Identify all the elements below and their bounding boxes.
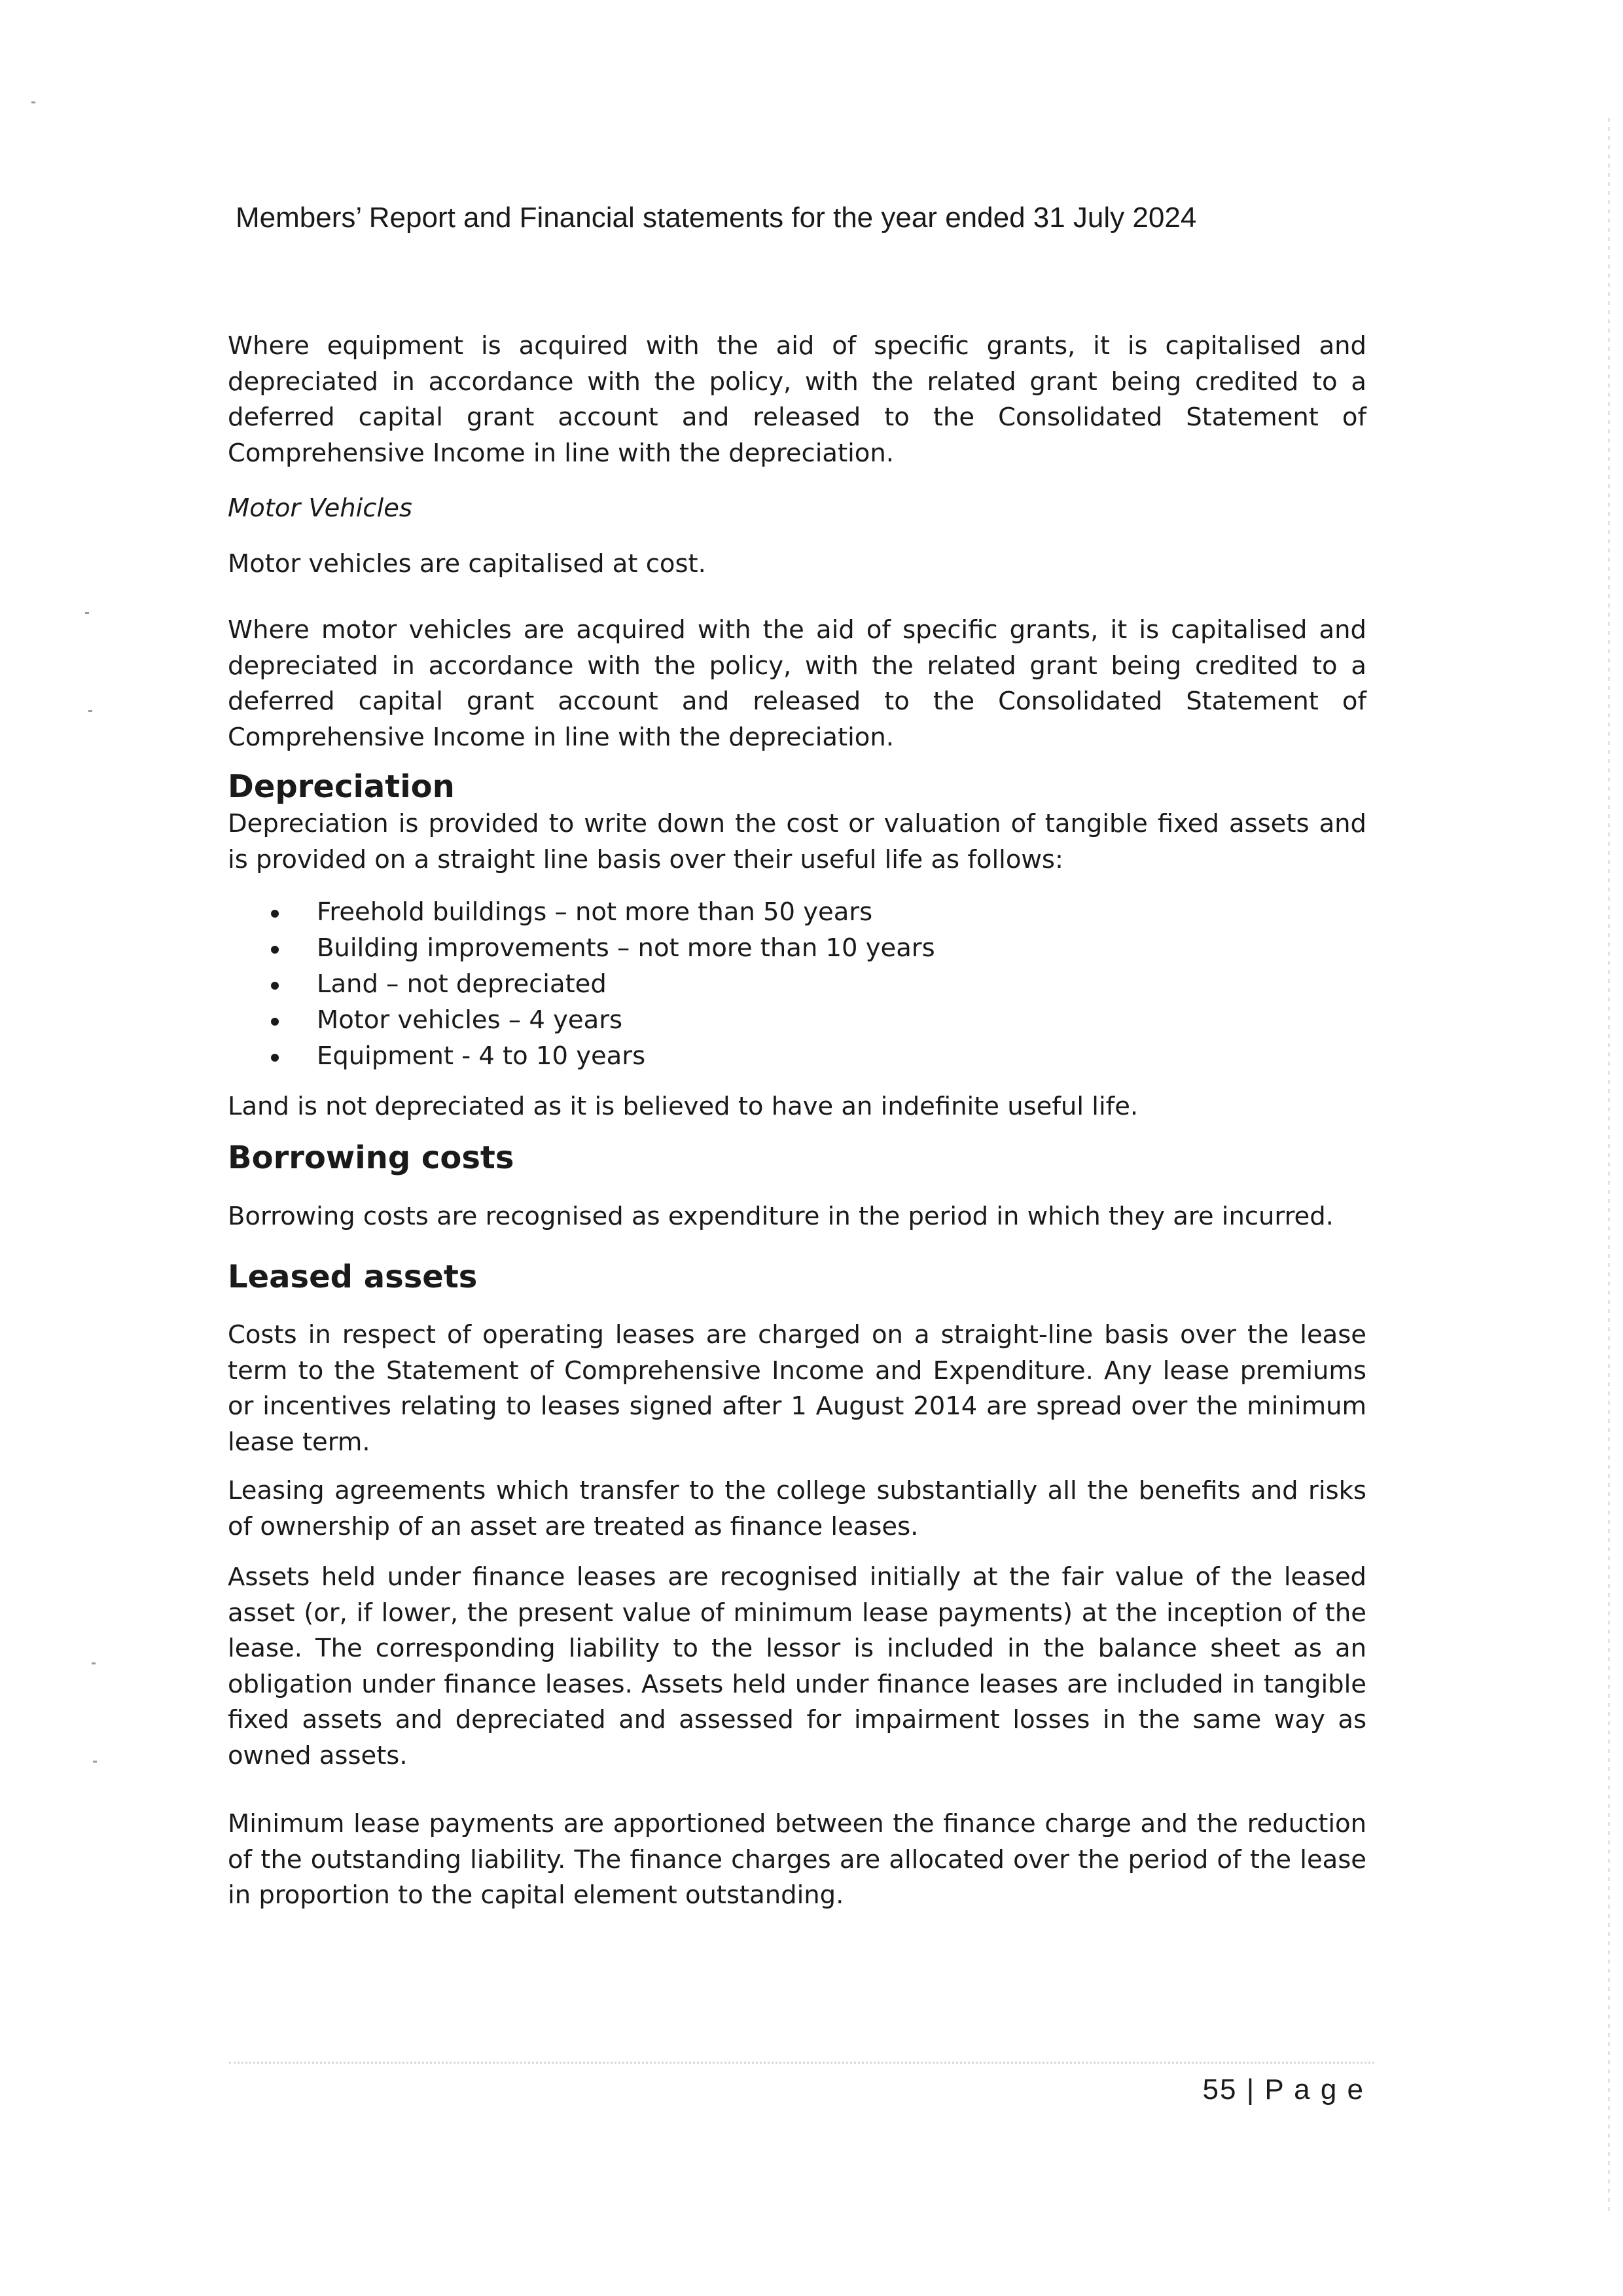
list-item	[228, 930, 1366, 966]
motor-vehicles-grants-paragraph: Where motor vehicles are acquired with the aid of specific grants, it is capitalised and depreciated in accordance with the policy, with the related grant being credited to a deferred capital grant account and released to the Consolidated Statement of Comprehensive Income in line with the depreciation.	[228, 615, 1366, 752]
scan-mark	[92, 1662, 96, 1664]
list-item	[228, 894, 1366, 930]
land-depreciation-note: Land is not depreciated as it is believed to have an indefinite useful life.	[228, 1092, 1139, 1121]
scan-mark	[85, 612, 89, 614]
minimum-lease-payments-paragraph: Minimum lease payments are apportioned between the finance charge and the reduction of the outstanding liability. The finance charges are allocated over the period of the lease in proportion to the capital element outstanding.	[228, 1809, 1366, 1910]
list-item	[228, 1038, 1366, 1074]
list-item-text: Building improvements – not more than 10 years	[317, 933, 935, 963]
finance-leases-recognition-paragraph: Assets held under finance leases are recognised initially at the fair value of the leased asset (or, if lower, the present value of minimum lease payments) at the inception of the lease. The corresponding liability to the lessor is included in the balance sheet as an obligation under finance leases. Assets held under finance leases are included in tangible fixed assets and depreciated and assessed for impairment losses in the same way as owned assets.	[228, 1562, 1366, 1770]
page-header: Members’ Report and Financial statements for the year ended 31 July 2024	[236, 202, 1197, 234]
bullet-icon	[271, 1054, 279, 1062]
borrowing-costs-heading: Borrowing costs	[228, 1139, 514, 1176]
bullet-icon	[271, 1018, 279, 1026]
list-item-text: Motor vehicles – 4 years	[317, 1005, 623, 1035]
motor-vehicles-heading: Motor Vehicles	[228, 493, 412, 523]
motor-vehicles-cost-paragraph: Motor vehicles are capitalised at cost.	[228, 548, 706, 579]
list-item	[228, 1002, 1366, 1038]
leased-assets-heading: Leased assets	[228, 1259, 478, 1295]
bullet-icon	[271, 946, 279, 954]
footer-divider	[229, 2062, 1374, 2064]
borrowing-costs-paragraph: Borrowing costs are recognised as expenditure in the period in which they are incurred.	[228, 1201, 1334, 1231]
equipment-grants-paragraph: Where equipment is acquired with the aid of specific grants, it is capitalised and depreciated in accordance with the policy, with the related grant being credited to a deferred capital grant account and released to the Consolidated Statement of Comprehensive Income in line with the depreciation.	[228, 331, 1366, 468]
operating-leases-paragraph: Costs in respect of operating leases are charged on a straight-line basis over the lease term to the Statement of Comprehensive Income and Expenditure. Any lease premiums or incentives relating to leases signed after 1 August 2014 are spread over the minimum lease term.	[228, 1320, 1366, 1457]
depreciation-intro-paragraph: Depreciation is provided to write down the cost or valuation of tangible fixed assets and is provided on a straight line basis over their useful life as follows:	[228, 809, 1366, 874]
page-number: 55 | P a g e	[1202, 2073, 1364, 2106]
list-item	[228, 966, 1366, 1002]
scan-edge-artifact	[1608, 118, 1610, 2212]
document-body	[228, 329, 1366, 1914]
scan-mark	[88, 710, 92, 712]
list-item-text: Land – not depreciated	[317, 969, 607, 999]
bullet-icon	[271, 910, 279, 918]
finance-leases-definition-paragraph: Leasing agreements which transfer to the college substantially all the benefits and risks of ownership of an asset are treated as finance leases.	[228, 1476, 1366, 1541]
depreciation-list	[228, 894, 1366, 1074]
list-item-text: Freehold buildings – not more than 50 years	[317, 897, 873, 927]
scan-mark	[93, 1761, 97, 1763]
list-item-text: Equipment - 4 to 10 years	[317, 1041, 646, 1071]
bullet-icon	[271, 982, 279, 990]
scan-mark	[31, 101, 35, 103]
depreciation-heading: Depreciation	[228, 768, 455, 805]
